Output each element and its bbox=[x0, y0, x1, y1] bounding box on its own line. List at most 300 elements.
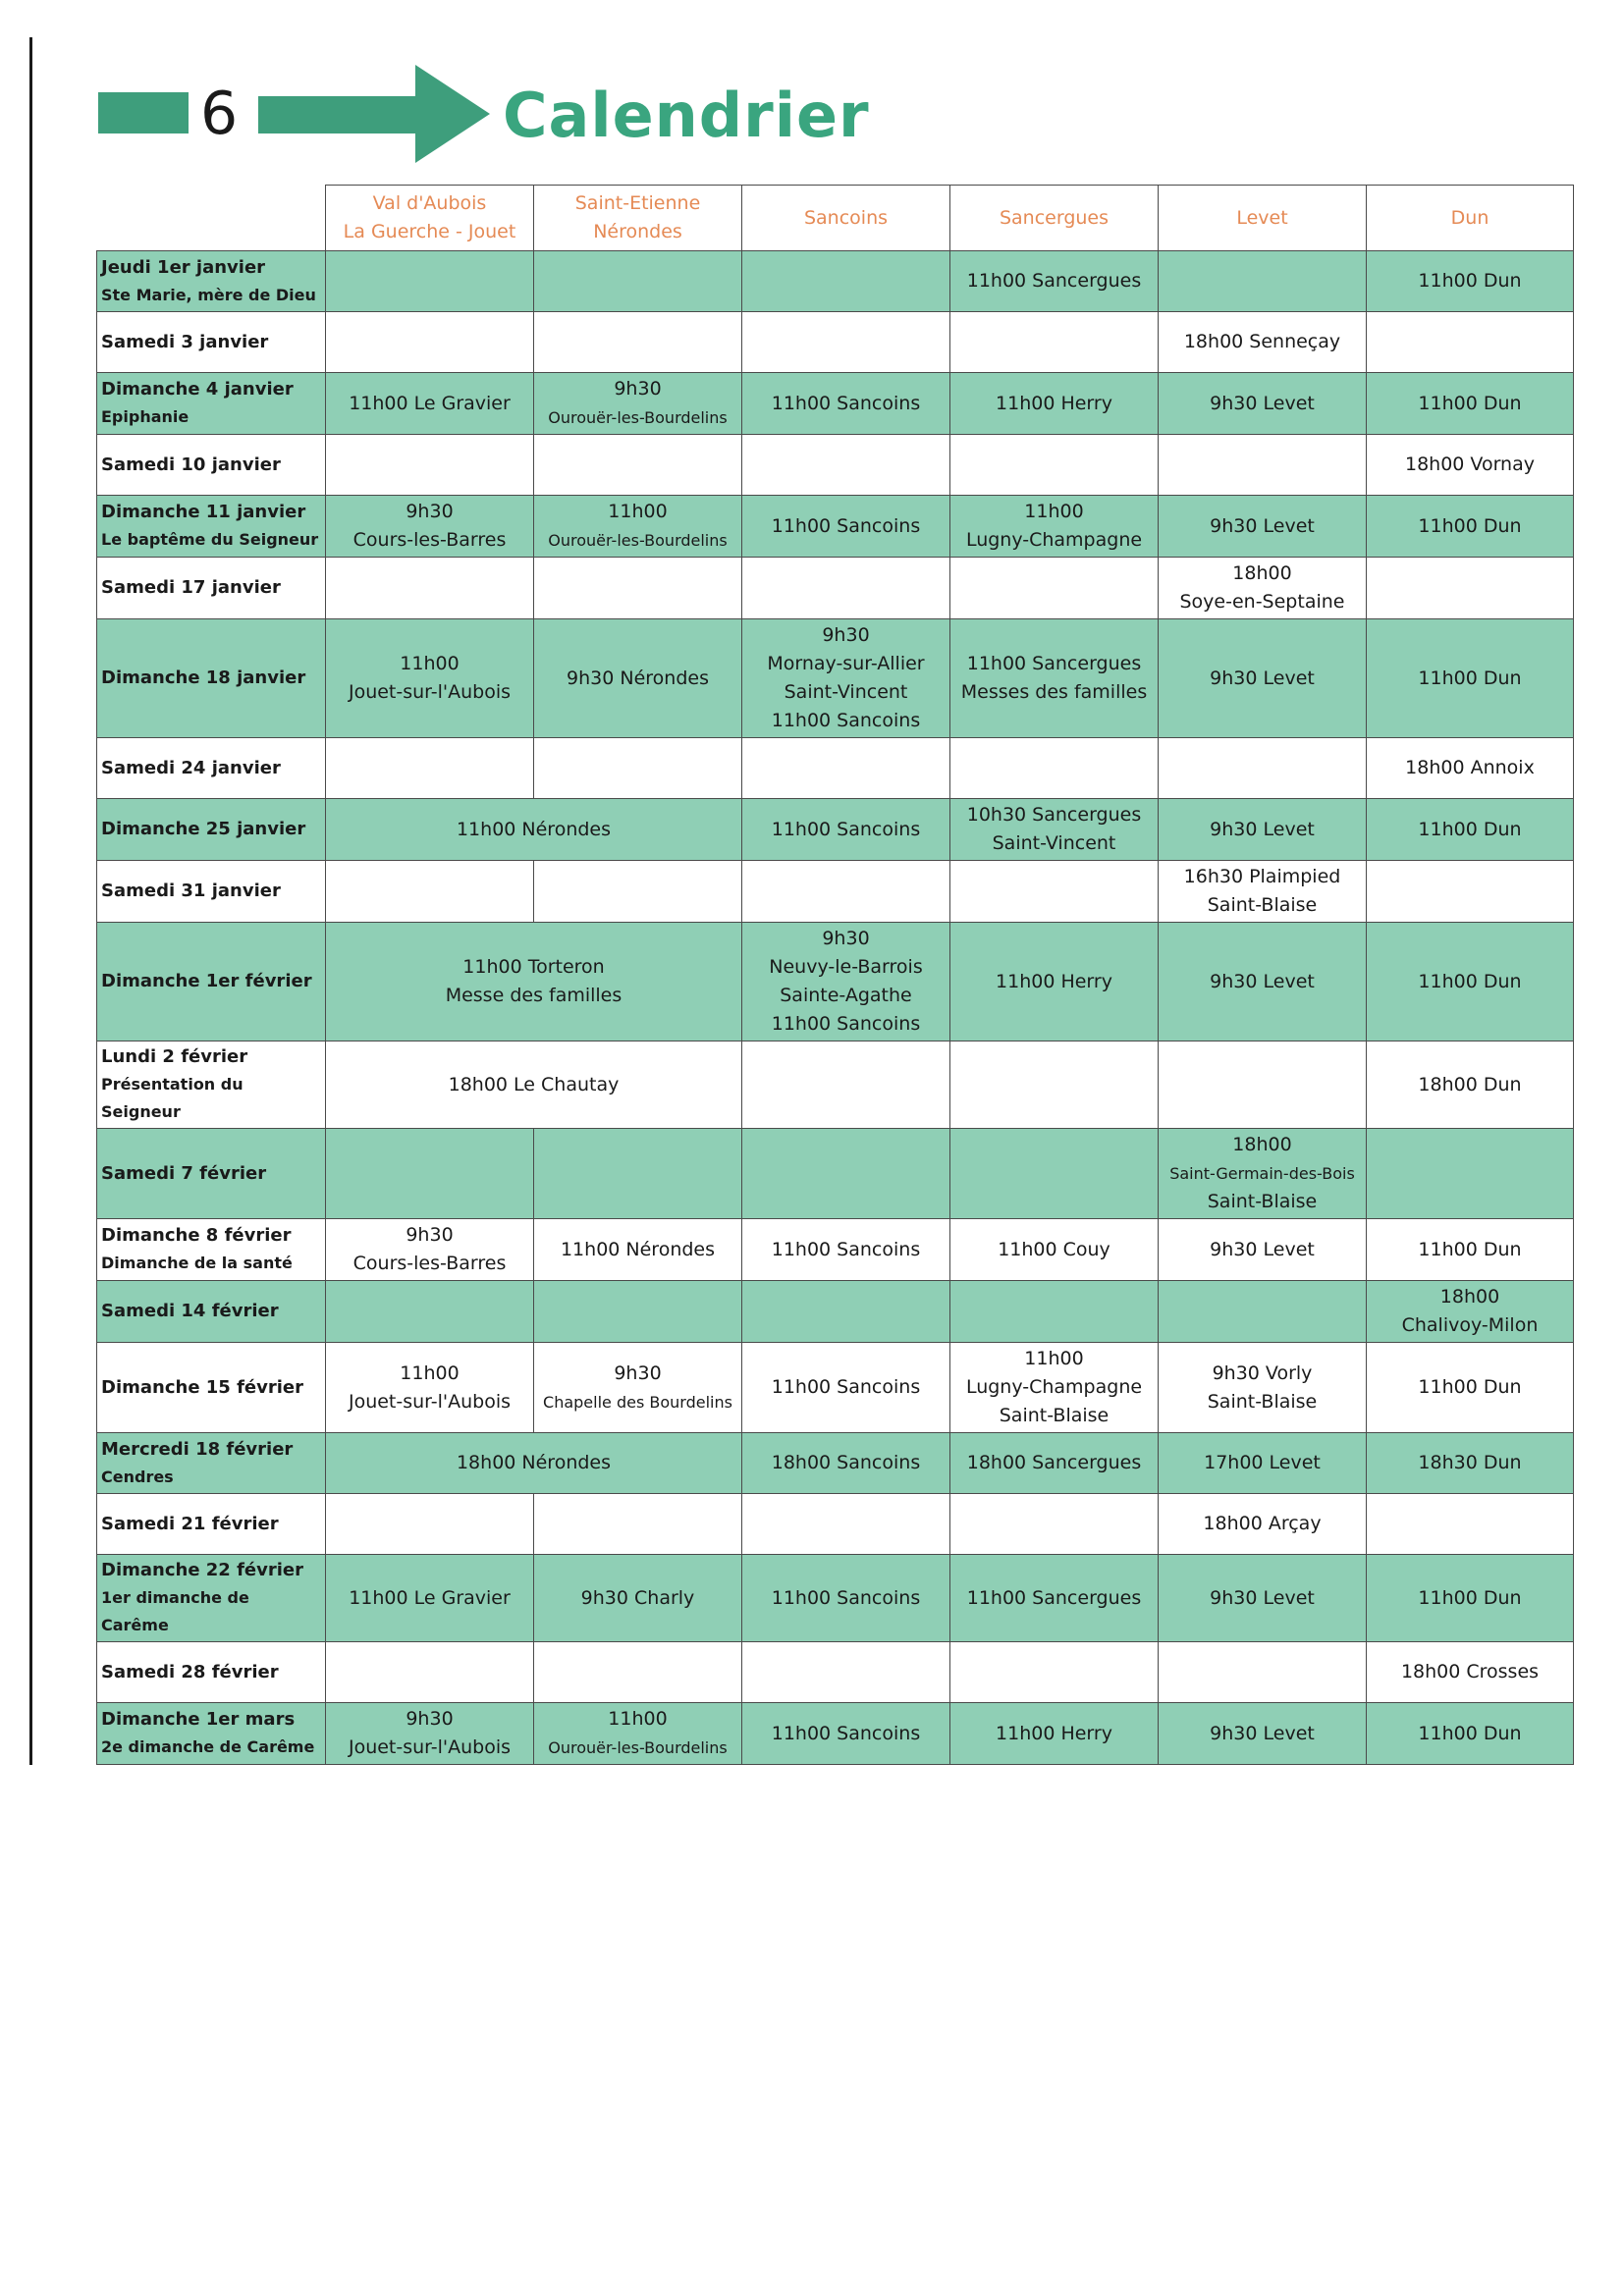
schedule-cell bbox=[742, 1703, 950, 1765]
schedule-cell bbox=[326, 1555, 534, 1642]
row-date bbox=[97, 1129, 326, 1219]
page-header bbox=[98, 61, 1571, 159]
row-date bbox=[97, 312, 326, 373]
schedule-cell bbox=[326, 1343, 534, 1433]
schedule-cell bbox=[742, 1494, 950, 1555]
schedule-cell bbox=[1367, 738, 1574, 799]
cell-line: Messe des familles bbox=[445, 985, 623, 1006]
date-label: Dimanche 25 janvier bbox=[101, 819, 306, 839]
page-title: Calendrier bbox=[503, 80, 870, 151]
schedule-cell bbox=[742, 923, 950, 1041]
cell-line: Jouet-sur-l'Aubois bbox=[348, 1736, 512, 1758]
cell-line: Jouet-sur-l'Aubois bbox=[348, 681, 512, 703]
table-row bbox=[97, 1433, 1574, 1494]
table-row bbox=[97, 251, 1574, 312]
row-date bbox=[97, 1433, 326, 1494]
schedule-cell bbox=[950, 251, 1159, 312]
cell-line: 16h30 Plaimpied bbox=[1183, 866, 1341, 887]
schedule-cell bbox=[326, 312, 534, 373]
schedule-cell bbox=[326, 435, 534, 496]
cell-line: 11h00 bbox=[608, 1708, 668, 1730]
cell-line: 11h00 Dun bbox=[1418, 1586, 1522, 1609]
page-number: 6 bbox=[200, 80, 239, 148]
schedule-cell bbox=[1367, 923, 1574, 1041]
merged-cell bbox=[326, 1433, 742, 1494]
cell-line: 9h30 Nérondes bbox=[567, 667, 709, 689]
schedule-cell bbox=[1367, 312, 1574, 373]
cell-line: 9h30 Charly bbox=[580, 1586, 695, 1609]
cell-line: 11h00 Nérondes bbox=[456, 818, 612, 840]
table-row bbox=[97, 1642, 1574, 1703]
schedule-cell bbox=[950, 373, 1159, 435]
schedule-cell bbox=[1367, 1281, 1574, 1343]
schedule-cell bbox=[742, 1343, 950, 1433]
cell-line: 11h00 Sancoins bbox=[771, 1238, 921, 1260]
table-row bbox=[97, 1555, 1574, 1642]
cell-line: Sainte-Agathe bbox=[780, 985, 912, 1006]
row-date bbox=[97, 1219, 326, 1281]
date-label: Dimanche 1er mars bbox=[101, 1709, 296, 1730]
cell-line: 18h00 Nérondes bbox=[456, 1452, 612, 1473]
cell-line: 11h00 bbox=[400, 653, 460, 674]
cell-line: 18h00 bbox=[1232, 562, 1292, 584]
row-date bbox=[97, 1041, 326, 1129]
column-header-1 bbox=[326, 186, 534, 251]
cell-line: 9h30 Levet bbox=[1210, 514, 1315, 537]
mass-schedule-table bbox=[96, 185, 1574, 1765]
schedule-cell bbox=[1159, 861, 1367, 923]
date-label: Dimanche 18 janvier bbox=[101, 667, 306, 688]
cell-line: Chapelle des Bourdelins bbox=[543, 1392, 732, 1412]
schedule-cell bbox=[326, 558, 534, 619]
schedule-cell bbox=[534, 435, 742, 496]
corner-cell bbox=[97, 186, 326, 251]
date-label: Samedi 7 février bbox=[101, 1162, 267, 1184]
cell-line: Sancergues bbox=[999, 206, 1110, 229]
cell-line: 9h30 bbox=[614, 1362, 662, 1384]
cell-line: 11h00 Herry bbox=[996, 392, 1112, 414]
schedule-cell bbox=[742, 435, 950, 496]
schedule-cell bbox=[534, 1343, 742, 1433]
cell-line: 11h00 Sancoins bbox=[771, 1013, 921, 1035]
date-label: Dimanche 11 janvier bbox=[101, 502, 306, 522]
table-row bbox=[97, 799, 1574, 861]
schedule-cell bbox=[742, 1555, 950, 1642]
cell-line: 9h30 Levet bbox=[1210, 1722, 1315, 1744]
row-date bbox=[97, 1642, 326, 1703]
schedule-cell bbox=[950, 496, 1159, 558]
cell-line: 18h00 Sancergues bbox=[966, 1452, 1142, 1473]
cell-line: Saint-Blaise bbox=[999, 1405, 1110, 1426]
cell-line: 9h30 Levet bbox=[1210, 1586, 1315, 1609]
cell-line: 17h00 Levet bbox=[1204, 1452, 1321, 1473]
table-row bbox=[97, 861, 1574, 923]
row-date bbox=[97, 1703, 326, 1765]
schedule-cell bbox=[1367, 558, 1574, 619]
date-label: Dimanche 22 février bbox=[101, 1560, 304, 1580]
schedule-cell bbox=[1159, 435, 1367, 496]
schedule-cell bbox=[950, 738, 1159, 799]
cell-line: Nérondes bbox=[593, 221, 682, 242]
row-date bbox=[97, 496, 326, 558]
cell-line: Cours-les-Barres bbox=[352, 1253, 507, 1274]
schedule-cell bbox=[1159, 1555, 1367, 1642]
schedule-cell bbox=[742, 799, 950, 861]
cell-line: 11h00 Torteron bbox=[462, 956, 605, 978]
table-row bbox=[97, 373, 1574, 435]
schedule-cell bbox=[742, 738, 950, 799]
schedule-cell bbox=[534, 496, 742, 558]
schedule-cell bbox=[534, 861, 742, 923]
cell-line: 11h00 Herry bbox=[996, 970, 1112, 992]
date-label: Samedi 31 janvier bbox=[101, 881, 281, 901]
cell-line: Saint-Blaise bbox=[1207, 894, 1318, 916]
cell-line: 9h30 bbox=[406, 501, 454, 522]
date-label: Samedi 3 janvier bbox=[101, 331, 269, 352]
schedule-cell bbox=[1159, 1129, 1367, 1219]
cell-line: Chalivoy-Milon bbox=[1401, 1314, 1539, 1336]
cell-line: 18h00 Arçay bbox=[1203, 1513, 1322, 1534]
date-label: Samedi 21 février bbox=[101, 1513, 279, 1534]
schedule-cell bbox=[326, 619, 534, 738]
cell-line: 11h00 Dun bbox=[1418, 1238, 1522, 1260]
row-date bbox=[97, 1281, 326, 1343]
table-row bbox=[97, 435, 1574, 496]
cell-line: Cours-les-Barres bbox=[352, 529, 507, 551]
cell-line: 9h30 Levet bbox=[1210, 818, 1315, 840]
table-row bbox=[97, 496, 1574, 558]
row-date bbox=[97, 1494, 326, 1555]
schedule-cell bbox=[1367, 861, 1574, 923]
schedule-cell bbox=[1367, 1642, 1574, 1703]
date-sublabel: Dimanche de la santé bbox=[101, 1254, 293, 1272]
table-row bbox=[97, 619, 1574, 738]
cell-line: Val d'Aubois bbox=[372, 192, 487, 214]
date-label: Samedi 28 février bbox=[101, 1661, 279, 1682]
row-date bbox=[97, 373, 326, 435]
schedule-cell bbox=[326, 861, 534, 923]
merged-cell bbox=[326, 923, 742, 1041]
cell-line: 11h00 Dun bbox=[1418, 1722, 1522, 1744]
cell-line: 11h00 Sancoins bbox=[771, 1722, 921, 1744]
schedule-cell bbox=[742, 251, 950, 312]
cell-line: 18h30 Dun bbox=[1418, 1452, 1522, 1473]
cell-line: 9h30 Levet bbox=[1210, 970, 1315, 992]
cell-line: 11h00 Dun bbox=[1418, 970, 1522, 992]
cell-line: 11h00 Dun bbox=[1418, 514, 1522, 537]
cell-line: 11h00 Sancoins bbox=[771, 514, 921, 537]
cell-line: 11h00 bbox=[1024, 501, 1084, 522]
cell-line: 18h00 Crosses bbox=[1400, 1661, 1540, 1682]
schedule-cell bbox=[1159, 373, 1367, 435]
row-date bbox=[97, 1555, 326, 1642]
schedule-cell bbox=[742, 861, 950, 923]
merged-cell bbox=[326, 1041, 742, 1129]
row-date bbox=[97, 861, 326, 923]
schedule-cell bbox=[950, 1555, 1159, 1642]
row-date bbox=[97, 558, 326, 619]
cell-line: 11h00 Sancergues bbox=[966, 653, 1142, 674]
date-label: Dimanche 4 janvier bbox=[101, 379, 294, 400]
cell-line: Sancoins bbox=[803, 206, 889, 229]
date-label: Samedi 24 janvier bbox=[101, 757, 281, 778]
cell-line: 11h00 Nérondes bbox=[560, 1238, 716, 1260]
cell-line: Levet bbox=[1236, 206, 1288, 229]
cell-line: Lugny-Champagne bbox=[965, 529, 1143, 551]
date-sublabel: Cendres bbox=[101, 1467, 174, 1486]
schedule-cell bbox=[534, 312, 742, 373]
schedule-cell bbox=[950, 312, 1159, 373]
cell-line: Lugny-Champagne bbox=[965, 1376, 1143, 1398]
date-label: Dimanche 8 février bbox=[101, 1225, 292, 1246]
schedule-cell bbox=[326, 1494, 534, 1555]
cell-line: Soye-en-Septaine bbox=[1179, 591, 1345, 613]
cell-line: 18h00 Dun bbox=[1418, 1073, 1522, 1095]
column-header-3 bbox=[742, 186, 950, 251]
cell-line: 11h00 Le Gravier bbox=[349, 392, 511, 414]
cell-line: 9h30 Levet bbox=[1210, 1238, 1315, 1260]
schedule-cell bbox=[326, 1642, 534, 1703]
schedule-cell bbox=[742, 312, 950, 373]
schedule-cell bbox=[534, 373, 742, 435]
date-label: Dimanche 15 février bbox=[101, 1376, 304, 1398]
schedule-cell bbox=[534, 619, 742, 738]
cell-line: Dun bbox=[1450, 206, 1489, 229]
header-bar-left bbox=[98, 92, 189, 133]
cell-line: 11h00 Dun bbox=[1418, 818, 1522, 840]
schedule-cell bbox=[950, 923, 1159, 1041]
row-date bbox=[97, 1343, 326, 1433]
schedule-cell bbox=[950, 1433, 1159, 1494]
cell-line: 18h00 Annoix bbox=[1405, 757, 1535, 778]
cell-line: Saint-Vincent bbox=[784, 681, 908, 703]
cell-line: 11h00 Dun bbox=[1418, 667, 1522, 689]
date-label: Lundi 2 février bbox=[101, 1046, 248, 1067]
cell-line: 11h00 bbox=[608, 501, 668, 522]
table-row bbox=[97, 1343, 1574, 1433]
cell-line: 10h30 Sancergues bbox=[966, 804, 1142, 826]
schedule-cell bbox=[950, 1494, 1159, 1555]
schedule-cell bbox=[326, 1281, 534, 1343]
schedule-cell bbox=[950, 619, 1159, 738]
table-row bbox=[97, 1129, 1574, 1219]
schedule-cell bbox=[1159, 799, 1367, 861]
schedule-cell bbox=[1159, 1494, 1367, 1555]
schedule-cell bbox=[1367, 496, 1574, 558]
schedule-cell bbox=[1159, 251, 1367, 312]
schedule-cell bbox=[742, 619, 950, 738]
cell-line: 11h00 Sancoins bbox=[771, 1586, 921, 1609]
table-row bbox=[97, 1219, 1574, 1281]
cell-line: Saint-Germain-des-Bois bbox=[1169, 1164, 1355, 1183]
schedule-cell bbox=[1367, 1343, 1574, 1433]
cell-line: 11h00 Couy bbox=[998, 1238, 1110, 1260]
schedule-cell bbox=[742, 1433, 950, 1494]
cell-line: Saint-Etienne bbox=[574, 192, 701, 214]
cell-line: 11h00 Sancoins bbox=[771, 1376, 921, 1398]
cell-line: La Guerche - Jouet bbox=[343, 221, 516, 242]
cell-line: 9h30 Vorly bbox=[1212, 1362, 1313, 1384]
row-date bbox=[97, 923, 326, 1041]
schedule-cell bbox=[1367, 1703, 1574, 1765]
schedule-cell bbox=[950, 1703, 1159, 1765]
cell-line: 18h00 Sancoins bbox=[771, 1452, 921, 1473]
schedule-cell bbox=[1159, 496, 1367, 558]
schedule-cell bbox=[950, 1343, 1159, 1433]
cell-line: 9h30 bbox=[822, 928, 870, 949]
date-sublabel: Epiphanie bbox=[101, 407, 189, 426]
schedule-cell bbox=[326, 1219, 534, 1281]
schedule-cell bbox=[534, 1555, 742, 1642]
schedule-cell bbox=[1159, 1642, 1367, 1703]
row-date bbox=[97, 435, 326, 496]
schedule-cell bbox=[1159, 923, 1367, 1041]
date-label: Samedi 10 janvier bbox=[101, 454, 281, 475]
schedule-cell bbox=[534, 738, 742, 799]
cell-line: 11h00 Sancergues bbox=[966, 1586, 1142, 1609]
date-sublabel: Ste Marie, mère de Dieu bbox=[101, 285, 316, 304]
row-date bbox=[97, 251, 326, 312]
column-header-6 bbox=[1367, 186, 1574, 251]
schedule-cell bbox=[1367, 1041, 1574, 1129]
table-row bbox=[97, 1041, 1574, 1129]
cell-line: 11h00 Sancoins bbox=[771, 710, 921, 731]
merged-cell bbox=[326, 799, 742, 861]
cell-line: Mornay-sur-Allier bbox=[767, 653, 925, 674]
schedule-cell bbox=[1159, 1281, 1367, 1343]
schedule-cell bbox=[1367, 619, 1574, 738]
cell-line: 11h00 bbox=[400, 1362, 460, 1384]
schedule-cell bbox=[326, 1129, 534, 1219]
schedule-cell bbox=[1367, 1433, 1574, 1494]
schedule-cell bbox=[742, 496, 950, 558]
cell-line: 9h30 bbox=[406, 1708, 454, 1730]
schedule-cell bbox=[1367, 1555, 1574, 1642]
schedule-cell bbox=[1367, 1129, 1574, 1219]
cell-line: 11h00 bbox=[1024, 1348, 1084, 1369]
schedule-cell bbox=[326, 496, 534, 558]
table-row bbox=[97, 1703, 1574, 1765]
schedule-cell bbox=[1159, 619, 1367, 738]
cell-line: 11h00 Herry bbox=[996, 1722, 1112, 1744]
schedule-cell bbox=[950, 1219, 1159, 1281]
cell-line: 11h00 Dun bbox=[1418, 392, 1522, 414]
schedule-cell bbox=[1159, 1219, 1367, 1281]
cell-line: Jouet-sur-l'Aubois bbox=[348, 1390, 512, 1413]
date-sublabel: Le baptême du Seigneur bbox=[101, 530, 319, 549]
cell-line: Saint-Vincent bbox=[992, 832, 1116, 854]
schedule-cell bbox=[742, 1041, 950, 1129]
column-header-5 bbox=[1159, 186, 1367, 251]
cell-line: 11h00 Sancoins bbox=[771, 392, 921, 414]
schedule-cell bbox=[950, 1129, 1159, 1219]
schedule-cell bbox=[1159, 1703, 1367, 1765]
schedule-cell bbox=[1367, 799, 1574, 861]
schedule-cell bbox=[534, 1281, 742, 1343]
schedule-cell bbox=[534, 558, 742, 619]
column-header-4 bbox=[950, 186, 1159, 251]
schedule-cell bbox=[1367, 251, 1574, 312]
date-label: Mercredi 18 février bbox=[101, 1438, 294, 1460]
cell-line: 18h00 bbox=[1439, 1286, 1500, 1308]
schedule-cell bbox=[1367, 1494, 1574, 1555]
schedule-cell bbox=[1367, 373, 1574, 435]
schedule-cell bbox=[950, 1642, 1159, 1703]
schedule-cell bbox=[742, 1281, 950, 1343]
schedule-cell bbox=[534, 1642, 742, 1703]
column-header-2 bbox=[534, 186, 742, 251]
table-row bbox=[97, 1281, 1574, 1343]
cell-line: Ourouër-les-Bourdelins bbox=[548, 408, 728, 427]
schedule-cell bbox=[1159, 312, 1367, 373]
schedule-cell bbox=[742, 1219, 950, 1281]
cell-line: Saint-Blaise bbox=[1207, 1191, 1318, 1212]
cell-line: 18h00 Vornay bbox=[1405, 454, 1535, 475]
row-date bbox=[97, 738, 326, 799]
schedule-cell bbox=[1367, 435, 1574, 496]
cell-line: Messes des familles bbox=[960, 681, 1148, 703]
schedule-cell bbox=[534, 1219, 742, 1281]
table-row bbox=[97, 923, 1574, 1041]
schedule-cell bbox=[326, 738, 534, 799]
schedule-cell bbox=[534, 1494, 742, 1555]
schedule-cell bbox=[534, 1703, 742, 1765]
date-sublabel: 1er dimanche de Carême bbox=[101, 1588, 249, 1634]
cell-line: 18h00 Senneçay bbox=[1183, 331, 1341, 352]
date-label: Samedi 14 février bbox=[101, 1301, 279, 1321]
cell-line: Ourouër-les-Bourdelins bbox=[548, 1738, 728, 1757]
schedule-cell bbox=[1159, 1433, 1367, 1494]
schedule-cell bbox=[534, 251, 742, 312]
schedule-cell bbox=[950, 861, 1159, 923]
date-label: Jeudi 1er janvier bbox=[101, 256, 266, 278]
schedule-cell bbox=[534, 1129, 742, 1219]
table-row bbox=[97, 738, 1574, 799]
cell-line: 9h30 bbox=[822, 624, 870, 646]
cell-line: 9h30 bbox=[614, 378, 662, 400]
cell-line: Saint-Blaise bbox=[1207, 1390, 1318, 1413]
schedule-cell bbox=[326, 251, 534, 312]
date-sublabel: 2e dimanche de Carême bbox=[101, 1737, 315, 1756]
date-label: Dimanche 1er février bbox=[101, 971, 312, 991]
schedule-cell bbox=[742, 1129, 950, 1219]
cell-line: 9h30 Levet bbox=[1210, 667, 1315, 689]
cell-line: 9h30 Levet bbox=[1210, 392, 1315, 414]
schedule-cell bbox=[950, 1041, 1159, 1129]
table-row bbox=[97, 1494, 1574, 1555]
schedule-cell bbox=[1159, 738, 1367, 799]
date-label: Samedi 17 janvier bbox=[101, 577, 281, 598]
date-sublabel: Présentation du Seigneur bbox=[101, 1075, 244, 1121]
schedule-cell bbox=[326, 373, 534, 435]
table-row bbox=[97, 558, 1574, 619]
cell-line: 18h00 Le Chautay bbox=[448, 1073, 620, 1095]
cell-line: 11h00 Sancergues bbox=[966, 270, 1142, 292]
cell-line: Neuvy-le-Barrois bbox=[769, 956, 923, 978]
table-row bbox=[97, 312, 1574, 373]
schedule-cell bbox=[950, 799, 1159, 861]
schedule-cell bbox=[326, 1703, 534, 1765]
cell-line: 11h00 Le Gravier bbox=[349, 1586, 511, 1609]
schedule-cell bbox=[950, 435, 1159, 496]
schedule-cell bbox=[1159, 1343, 1367, 1433]
schedule-cell bbox=[950, 558, 1159, 619]
schedule-cell bbox=[950, 1281, 1159, 1343]
cell-line: 11h00 Sancoins bbox=[771, 818, 921, 840]
row-date bbox=[97, 619, 326, 738]
cell-line: Ourouër-les-Bourdelins bbox=[548, 531, 728, 550]
schedule-cell bbox=[742, 1642, 950, 1703]
